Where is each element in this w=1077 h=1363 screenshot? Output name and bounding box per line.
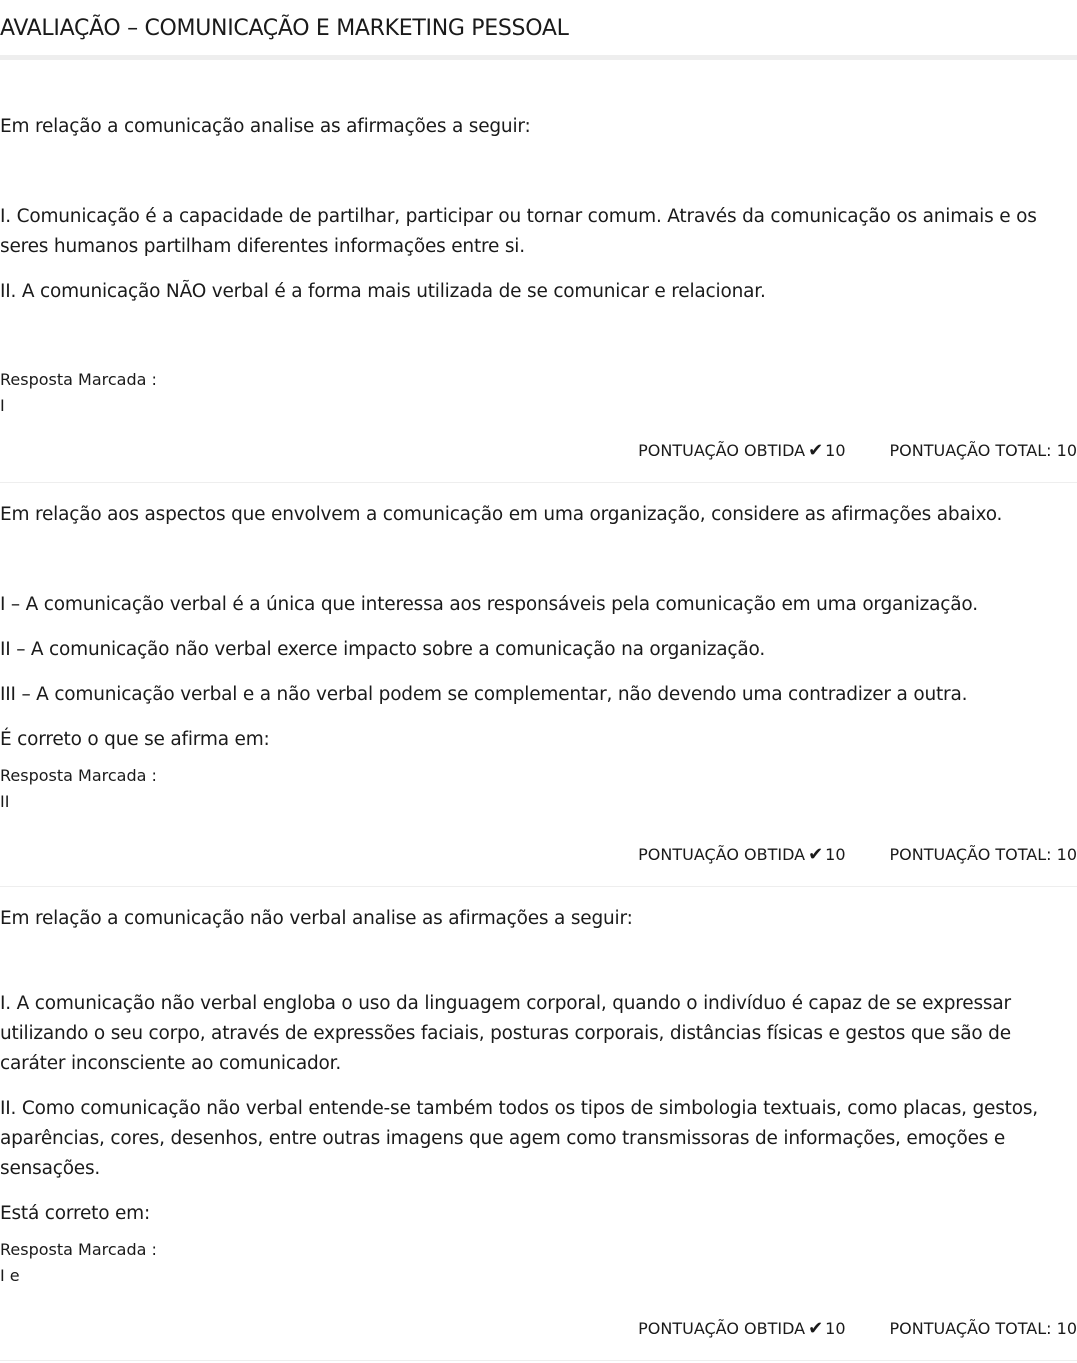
- question-intro: Em relação a comunicação analise as afirmações a seguir:: [0, 116, 531, 137]
- question-intro: Em relação aos aspectos que envolvem a comunicação em uma organização, considere as afirmações abaixo.: [0, 504, 1003, 525]
- question-prompt: Está correto em:: [0, 1203, 151, 1224]
- score-total-value: 10: [1056, 845, 1077, 864]
- question-2: [0, 500, 1077, 813]
- statement: I. A comunicação não verbal engloba o uso da linguagem corporal, quando o indivíduo é capaz de se expressar utilizando o seu corpo, através de expressões faciais, posturas corporais, distâncias físicas e gestos que são de caráter inconsciente ao comunicador.: [0, 993, 1011, 1074]
- score-row: [638, 440, 1077, 462]
- answer-label: Resposta Marcada :: [0, 766, 157, 785]
- answer-value: II: [0, 792, 10, 811]
- question-prompt: É correto o que se afirma em:: [0, 729, 270, 750]
- page-title: AVALIAÇÃO – COMUNICAÇÃO E MARKETING PESSOAL: [0, 16, 569, 41]
- score-obtained-value: 10: [825, 441, 846, 460]
- answer-label: Resposta Marcada :: [0, 1240, 157, 1259]
- score-obtained: [638, 1318, 845, 1340]
- score-total-label: PONTUAÇÃO TOTAL:: [889, 845, 1052, 864]
- answer-value: I e: [0, 1266, 20, 1285]
- question-intro: Em relação a comunicação não verbal analise as afirmações a seguir:: [0, 908, 633, 929]
- question-1: [0, 112, 1077, 417]
- score-obtained-label: PONTUAÇÃO OBTIDA: [638, 441, 806, 460]
- score-obtained: [638, 440, 845, 462]
- score-total-value: 10: [1056, 1319, 1077, 1338]
- statement: II. Como comunicação não verbal entende-se também todos os tipos de simbologia textuais, como placas, gestos, aparências, cores, desenhos, entre outras imagens que agem como transmissoras de informações, emoções e sensações.: [0, 1098, 1038, 1179]
- score-total: [890, 844, 1077, 866]
- statement: II. A comunicação NÃO verbal é a forma mais utilizada de se comunicar e relacionar.: [0, 281, 766, 302]
- answer-label: Resposta Marcada :: [0, 370, 157, 389]
- question-divider: [0, 482, 1077, 483]
- score-total: [890, 1318, 1077, 1340]
- score-obtained-value: 10: [825, 1319, 846, 1338]
- score-obtained: [638, 844, 845, 866]
- statement: III – A comunicação verbal e a não verbal podem se complementar, não devendo uma contradizer a outra.: [0, 684, 968, 705]
- score-row: [638, 844, 1077, 866]
- question-divider: [0, 1360, 1077, 1361]
- check-icon: ✔: [808, 844, 824, 865]
- statement: II – A comunicação não verbal exerce impacto sobre a comunicação na organização.: [0, 639, 766, 660]
- check-icon: ✔: [808, 440, 824, 461]
- question-3: [0, 904, 1077, 1287]
- score-total-label: PONTUAÇÃO TOTAL:: [889, 441, 1052, 460]
- statement: I. Comunicação é a capacidade de partilhar, participar ou tornar comum. Através da comunicação os animais e os seres humanos partilham diferentes informações entre si.: [0, 206, 1037, 257]
- score-obtained-value: 10: [825, 845, 846, 864]
- score-total-value: 10: [1056, 441, 1077, 460]
- answer-value: I: [0, 396, 5, 415]
- score-obtained-label: PONTUAÇÃO OBTIDA: [638, 1319, 806, 1338]
- score-row: [638, 1318, 1077, 1340]
- check-icon: ✔: [808, 1318, 824, 1339]
- question-divider: [0, 886, 1077, 887]
- score-total-label: PONTUAÇÃO TOTAL:: [889, 1319, 1052, 1338]
- score-obtained-label: PONTUAÇÃO OBTIDA: [638, 845, 806, 864]
- score-total: [890, 440, 1077, 462]
- statement: I – A comunicação verbal é a única que interessa aos responsáveis pela comunicação em uma organização.: [0, 594, 978, 615]
- page-header: [0, 0, 1077, 60]
